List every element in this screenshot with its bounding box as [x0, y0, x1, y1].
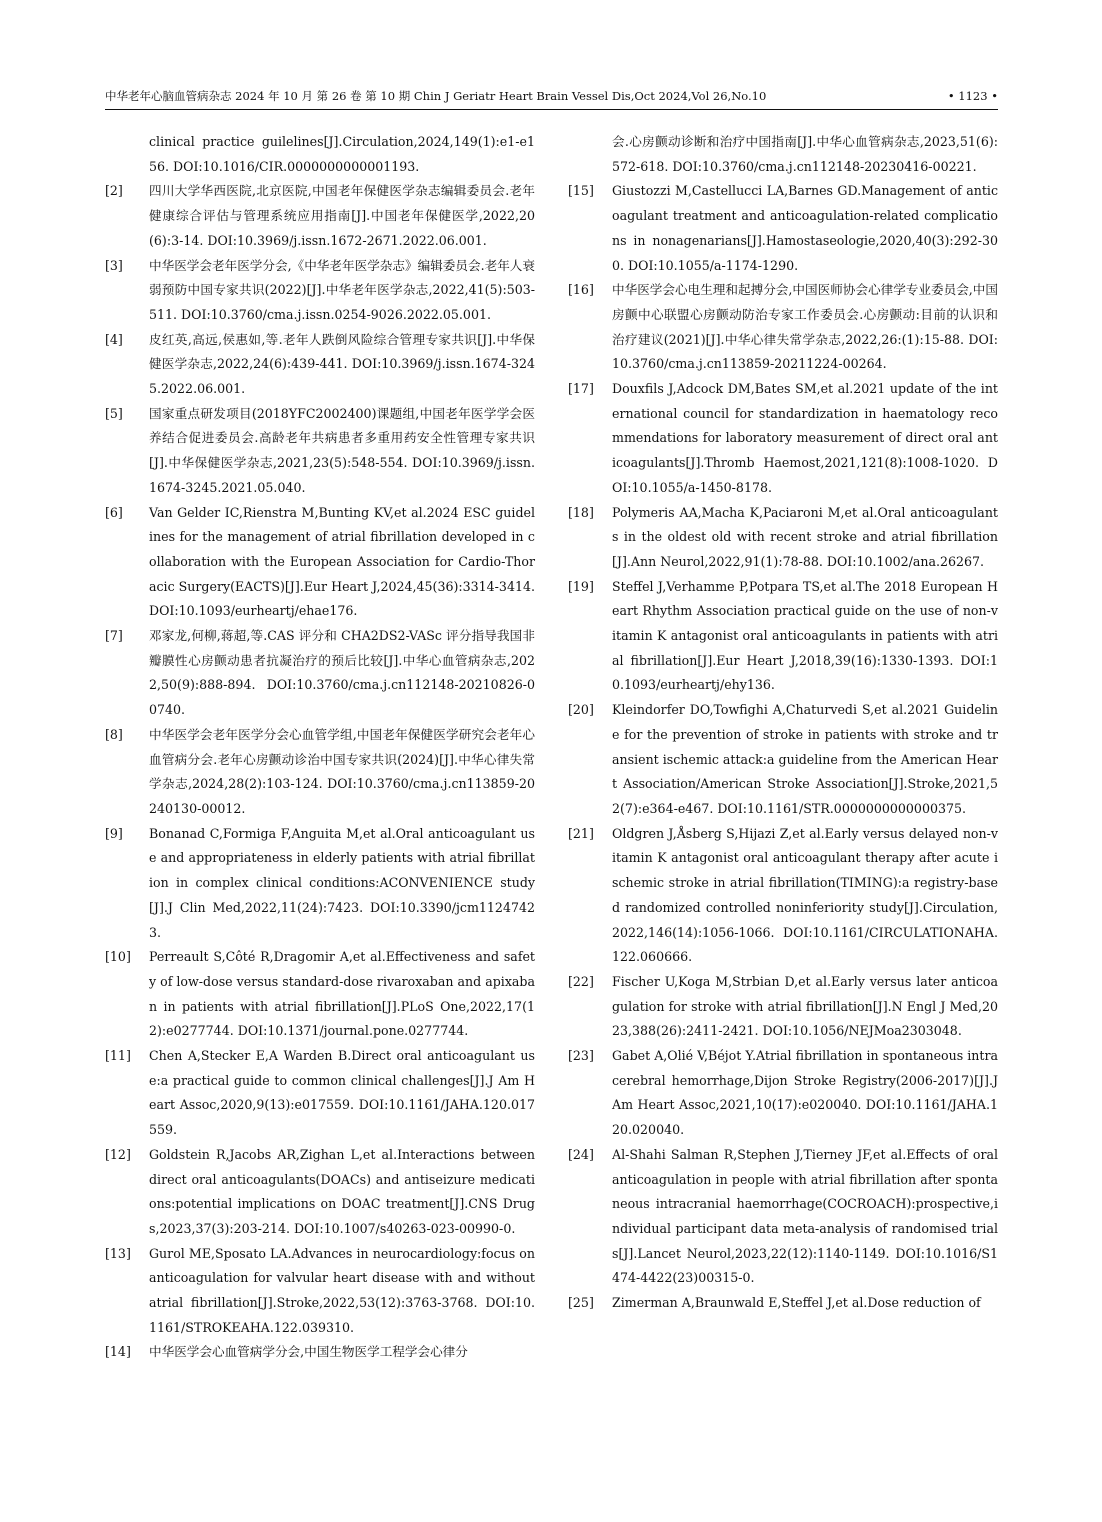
reference-item	[568, 179, 998, 278]
reference-number: [25]	[568, 1295, 594, 1311]
reference-item	[105, 624, 535, 723]
reference-text: Goldstein R,Jacobs AR,Zighan L,et al.Interactions between direct oral anticoagulants(DOACs) and antiseizure medications:potential implications on DOAC treatment[J].CNS Drugs,2023,37(3):203-214. DOI:10.1007/s40263-023-00990-0.	[149, 1146, 535, 1236]
left-reference-column	[105, 130, 535, 1365]
reference-text: Douxfils J,Adcock DM,Bates SM,et al.2021 update of the international council for standardization in haematology recommendations for laboratory measurement of direct oral anticoagulants[J].Thromb Haemost,2021,121(8):1008-1020. DOI:10.1055/a-1450-8178.	[612, 381, 998, 495]
reference-text: Giustozzi M,Castellucci LA,Barnes GD.Management of anticoagulant treatment and anticoagulation-related complications in nonagenarians[J].Hamostaseologie,2020,40(3):292-300. DOI:10.1055/a-1174-1290.	[612, 183, 998, 273]
reference-number: [14]	[105, 1344, 131, 1360]
reference-text: Chen A,Stecker E,A Warden B.Direct oral anticoagulant use:a practical guide to common clinical challenges[J].J Am Heart Assoc,2020,9(13):e017559. DOI:10.1161/JAHA.120.017559.	[149, 1048, 535, 1138]
right-reference-column	[568, 130, 998, 1316]
reference-item	[105, 1143, 535, 1242]
reference-item	[568, 377, 998, 501]
reference-number: [22]	[568, 973, 594, 989]
reference-number: [23]	[568, 1048, 594, 1064]
reference-number: [2]	[105, 183, 123, 199]
reference-item	[568, 1143, 998, 1291]
reference-number: [5]	[105, 405, 123, 421]
reference-item	[568, 1291, 998, 1316]
reference-number: [20]	[568, 702, 594, 718]
reference-text: 邓家龙,何柳,蒋超,等.CAS 评分和 CHA2DS2-VASc 评分指导我国非瓣膜性心房颤动患者抗凝治疗的预后比较[J].中华心血管病杂志,2022,50(9):888-894. DOI:10.3760/cma.j.cn112148-20210826-00740.	[149, 628, 535, 718]
reference-item	[105, 945, 535, 1044]
reference-text: Steffel J,Verhamme P,Potpara TS,et al.The 2018 European Heart Rhythm Association practical guide on the use of non-vitamin K antagonist oral anticoagulants in patients with atrial fibrillation[J].Eur Heart J,2018,39(16):1330-1393. DOI:10.1093/eurheartj/ehy136.	[612, 578, 998, 693]
reference-text: Zimerman A,Braunwald E,Steffel J,et al.Dose reduction of	[612, 1295, 981, 1311]
reference-text: Perreault S,Côté R,Dragomir A,et al.Effectiveness and safety of low-dose versus standard-dose rivaroxaban and apixaban in patients with atrial fibrillation[J].PLoS One,2022,17(12):e0277744. DOI:10.1371/journal.pone.0277744.	[149, 949, 535, 1039]
reference-item	[105, 1340, 535, 1365]
reference-item	[105, 254, 535, 328]
reference-item	[105, 501, 535, 625]
reference-item	[568, 970, 998, 1044]
reference-text: Gurol ME,Sposato LA.Advances in neurocardiology:focus on anticoagulation for valvular heart disease with and without atrial fibrillation[J].Stroke,2022,53(12):3763-3768. DOI:10.1161/STROKEAHA.122.039310.	[149, 1245, 535, 1335]
reference-item	[568, 575, 998, 699]
reference-number: [15]	[568, 183, 594, 199]
reference-number: [19]	[568, 578, 594, 594]
reference-text: Gabet A,Olié V,Béjot Y.Atrial fibrillation in spontaneous intracerebral hemorrhage,Dijon Stroke Registry(2006-2017)[J].J Am Heart Assoc,2021,10(17):e020040. DOI:10.1161/JAHA.120.020040.	[612, 1048, 998, 1138]
reference-number: [13]	[105, 1245, 131, 1261]
reference-text: Oldgren J,Åsberg S,Hijazi Z,et al.Early versus delayed non-vitamin K antagonist oral anticoagulant therapy after acute ischemic stroke in atrial fibrillation(TIMING):a registry-based randomized controlled noninferiority study[J].Circulation,2022,146(14):1056-1066. DOI:10.1161/CIRCULATIONAHA.122.060666.	[612, 825, 998, 965]
reference-text: 皮红英,高远,侯惠如,等.老年人跌倒风险综合管理专家共识[J].中华保健医学杂志,2022,24(6):439-441. DOI:10.3969/j.issn.1674-3245.2022.06.001.	[149, 331, 535, 397]
reference-item	[568, 822, 998, 970]
reference-item	[105, 1242, 535, 1341]
reference-item	[105, 328, 535, 402]
reference-text: Bonanad C,Formiga F,Anguita M,et al.Oral anticoagulant use and appropriateness in elderly patients with atrial fibrillation in complex clinical conditions:ACONVENIENCE study[J].J Clin Med,2022,11(24):7423. DOI:10.3390/jcm11247423.	[149, 825, 535, 940]
reference-item	[568, 130, 998, 179]
reference-number: [18]	[568, 504, 594, 520]
reference-number: [16]	[568, 282, 594, 298]
reference-text: 中华医学会心电生理和起搏分会,中国医师协会心律学专业委员会,中国房颤中心联盟心房颤动防治专家工作委员会.心房颤动:目前的认识和治疗建议(2021)[J].中华心律失常学杂志,2022,26:(1):15-88. DOI:10.3760/cma.j.cn113859-20211224-00264.	[612, 282, 998, 372]
reference-text: 会.心房颤动诊断和治疗中国指南[J].中华心血管病杂志,2023,51(6):572-618. DOI:10.3760/cma.j.cn112148-20230416-00221.	[612, 134, 998, 174]
reference-item	[568, 1044, 998, 1143]
reference-item	[105, 1044, 535, 1143]
reference-number: [8]	[105, 726, 123, 742]
reference-item	[105, 130, 535, 179]
reference-item	[568, 278, 998, 377]
reference-number: [7]	[105, 628, 123, 644]
reference-number: [11]	[105, 1048, 131, 1064]
reference-text: Polymeris AA,Macha K,Paciaroni M,et al.Oral anticoagulants in the oldest old with recent stroke and atrial fibrillation[J].Ann Neurol,2022,91(1):78-88. DOI:10.1002/ana.26267.	[612, 504, 998, 569]
reference-number: [4]	[105, 331, 123, 347]
reference-text: 四川大学华西医院,北京医院,中国老年保健医学杂志编辑委员会.老年健康综合评估与管理系统应用指南[J].中国老年保健医学,2022,20(6):3-14. DOI:10.3969/j.issn.1672-2671.2022.06.001.	[149, 183, 535, 248]
reference-item	[568, 501, 998, 575]
reference-text: 中华医学会老年医学分会,《中华老年医学杂志》编辑委员会.老年人衰弱预防中国专家共识(2022)[J].中华老年医学杂志,2022,41(5):503-511. DOI:10.3760/cma.j.issn.0254-9026.2022.05.001.	[149, 257, 535, 322]
reference-item	[105, 179, 535, 253]
reference-number: [21]	[568, 825, 594, 841]
reference-number: [17]	[568, 381, 594, 397]
reference-number: [3]	[105, 257, 123, 273]
reference-item	[105, 402, 535, 501]
page-number: • 1123 •	[947, 89, 998, 103]
reference-number: [10]	[105, 949, 131, 965]
reference-text: 国家重点研发项目(2018YFC2002400)课题组,中国老年医学学会医养结合促进委员会.高龄老年共病患者多重用药安全性管理专家共识[J].中华保健医学杂志,2021,23(5):548-554. DOI:10.3969/j.issn.1674-3245.2021.05.040.	[149, 405, 535, 495]
reference-number: [9]	[105, 825, 123, 841]
reference-text: Al-Shahi Salman R,Stephen J,Tierney JF,et al.Effects of oral anticoagulation in people with atrial fibrillation after spontaneous intracranial haemorrhage(COCROACH):prospective,individual participant data meta-analysis of randomised trials[J].Lancet Neurol,2023,22(12):1140-1149. DOI:10.1016/S1474-4422(23)00315-0.	[612, 1146, 998, 1286]
reference-text: Kleindorfer DO,Towfighi A,Chaturvedi S,et al.2021 Guideline for the prevention of stroke in patients with stroke and transient ischemic attack:a guideline from the American Heart Association/American Stroke Association[J].Stroke,2021,52(7):e364-e467. DOI:10.1161/STR.0000000000000375.	[612, 702, 998, 816]
reference-item	[568, 698, 998, 822]
reference-number: [6]	[105, 504, 123, 520]
reference-text: clinical practice guilelines[J].Circulation,2024,149(1):e1-e156. DOI:10.1016/CIR.0000000000001193.	[149, 134, 535, 174]
reference-text: 中华医学会心血管病学分会,中国生物医学工程学会心律分	[149, 1344, 468, 1360]
running-header	[105, 86, 998, 106]
reference-text: Van Gelder IC,Rienstra M,Bunting KV,et al.2024 ESC guidelines for the management of atrial fibrillation developed in collaboration with the European Association for Cardio-Thoracic Surgery(EACTS)[J].Eur Heart J,2024,45(36):3314-3414. DOI:10.1093/eurheartj/ehae176.	[149, 504, 535, 619]
journal-citation-line: 中华老年心脑血管病杂志 2024 年 10 月 第 26 卷 第 10 期 Chin J Geriatr Heart Brain Vessel Dis,Oct 2024,Vol 26,No.10	[105, 89, 767, 103]
reference-text: 中华医学会老年医学分会心血管学组,中国老年保健医学研究会老年心血管病分会.老年心房颤动诊治中国专家共识(2024)[J].中华心律失常学杂志,2024,28(2):103-124. DOI:10.3760/cma.j.cn113859-20240130-00012.	[149, 726, 535, 816]
reference-number: [12]	[105, 1146, 131, 1162]
reference-item	[105, 723, 535, 822]
reference-number: [24]	[568, 1146, 594, 1162]
header-rule	[105, 109, 998, 110]
reference-item	[105, 822, 535, 946]
reference-text: Fischer U,Koga M,Strbian D,et al.Early versus later anticoagulation for stroke with atrial fibrillation[J].N Engl J Med,2023,388(26):2411-2421. DOI:10.1056/NEJMoa2303048.	[612, 973, 998, 1039]
